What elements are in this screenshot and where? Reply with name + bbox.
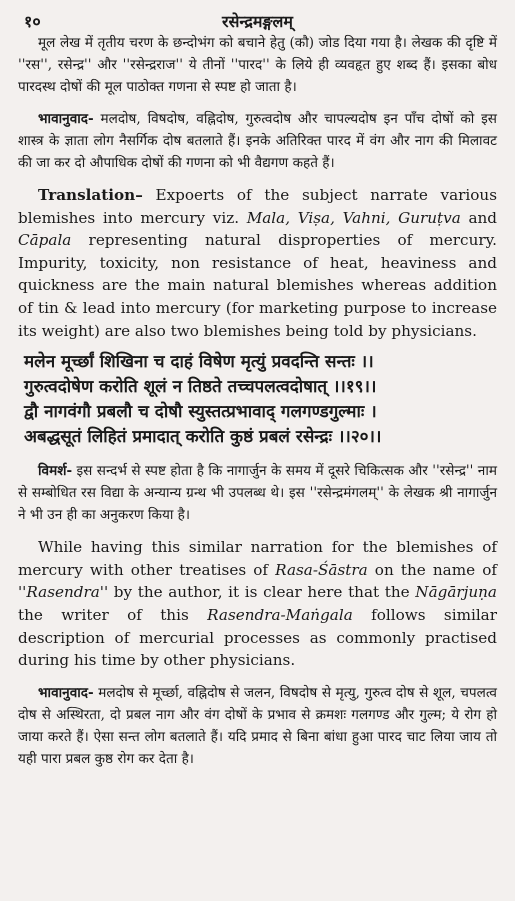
english-commentary-paragraph [18, 536, 497, 672]
english-term: ''Rasendra'' [18, 583, 109, 602]
verse-line: मलेन मूर्च्छां शिखिना च दाहं विषेण मृत्युं प्रवदन्ति सन्तः ।। [24, 352, 374, 373]
verse-line: अबद्धसूतं लिहितं प्रमादात् करोति कुष्ठं प्रबलं रसेन्द्रः ।।२०।। [24, 427, 382, 448]
page-header [18, 6, 497, 32]
translation-terms: Mala, Viṣa, Vahni, Guruṭva [246, 208, 461, 227]
translation-text: representing natural disproperties of mercury. Impurity, toxicity, non resistance of heat, heaviness and quickness are the main natural blemishes whereas addition of tin & lead into mercury (for marketing purpose to increase its weight) are also two blemishes being told by physicians. [18, 231, 497, 340]
translation-text: and [460, 208, 497, 227]
english-text: by the author, it is clear here that the [108, 583, 416, 602]
translation-term: Cāpala [18, 231, 72, 250]
translation-paragraph [18, 184, 497, 342]
running-title: रसेन्द्रमङ्गलम् [222, 12, 293, 31]
page-number: १० [24, 12, 41, 31]
verse-line: गुरुत्वदोषेण करोति शूलं न तिष्ठते तच्चपलत्वदोषात् ।।१९।। [24, 377, 377, 398]
english-text: on the name of [367, 560, 497, 579]
bhavanuvad-paragraph-1 [18, 108, 497, 174]
bhavanuvad-label: भावानुवाद- [38, 684, 94, 701]
verse-line: द्वौ नागवंगौ प्रबलौ च दोषौ स्युस्तत्प्रभावाद् गलगण्डगुल्माः । [24, 402, 377, 423]
bhavanuvad-text: मलदोष से मूर्च्छा, वह्निदोष से जलन, विषदोष से मृत्यु, गुरुत्व दोष से शूल, चपलत्व दोष से अस्थिरता, दो प्रबल नाग और वंग दोषों के प्रभाव से क्रमशः गलगण्ड और गुल्म; ये रोग हो जाया करते हैं। ऐसा सन्त लोग बतलाते हैं। यदि प्रमाद से बिना बांधा हुआ पारद चाट लिया जाय तो यही पारा प्रबल कुष्ठ रोग कर देता है। [18, 684, 497, 767]
bhavanuvad-paragraph-2 [18, 682, 497, 770]
english-term: Rasendra-Maṅgala [207, 605, 353, 624]
english-text: While having this similar narration for the blemishes of mercury with other treatises of [18, 538, 497, 579]
english-term: Rasa-Śāstra [275, 560, 368, 579]
translation-label: Translation– [38, 186, 143, 204]
vimarsh-label: विमर्श- [38, 463, 73, 480]
english-text: follows similar description of mercurial processes as commonly practised during his time by other physicians. [18, 605, 497, 670]
translation-text: Expoerts of the subject narrate various blemishes into mercury viz. [18, 186, 497, 227]
bhavanuvad-label: भावानुवाद- [38, 111, 94, 127]
commentary-paragraph: मूल लेख में तृतीय चरण के छन्दोभंग को बचाने हेतु (कौ) जोड दिया गया है। लेखक की दृष्टि में ''रस'', रसेन्द्र'' और ''रसेन्द्रराज'' ये तीनों ''पारद'' के लिये ही व्यवहृत हुए शब्द हैं। इसका बोध पारदस्थ दोषों की मूल पाठोक्त गणना से स्पष्ट हो जाता है। [18, 35, 497, 95]
sanskrit-verse [18, 350, 497, 450]
english-term: Nāgārjuṇa [415, 583, 497, 602]
vimarsh-paragraph [18, 460, 497, 526]
english-text: the writer of this [18, 605, 208, 624]
bhavanuvad-text: मलदोष, विषदोष, वह्निदोष, गुरुत्वदोष और चापल्यदोष इन पाँच दोषों को इस शास्त्र के ज्ञाता लोग नैसर्गिक दोष बतलाते हैं। इनके अतिरिक्त पारद में वंग और नाग की मिलावट की जा कर दो औपाधिक दोषों की गणना को भी वैद्यगण कहते हैं। [18, 111, 497, 171]
vimarsh-text: इस सन्दर्भ से स्पष्ट होता है कि नागार्जुन के समय में दूसरे चिकित्सक और ''रसेन्द्र'' नाम से सम्बोधित रस विद्या के अन्यान्य ग्रन्थ भी उपलब्ध थे। इस ''रसेन्द्रमंगलम्'' के लेखक श्री नागार्जुन ने भी उन ही का अनुकरण किया है। [18, 463, 497, 524]
